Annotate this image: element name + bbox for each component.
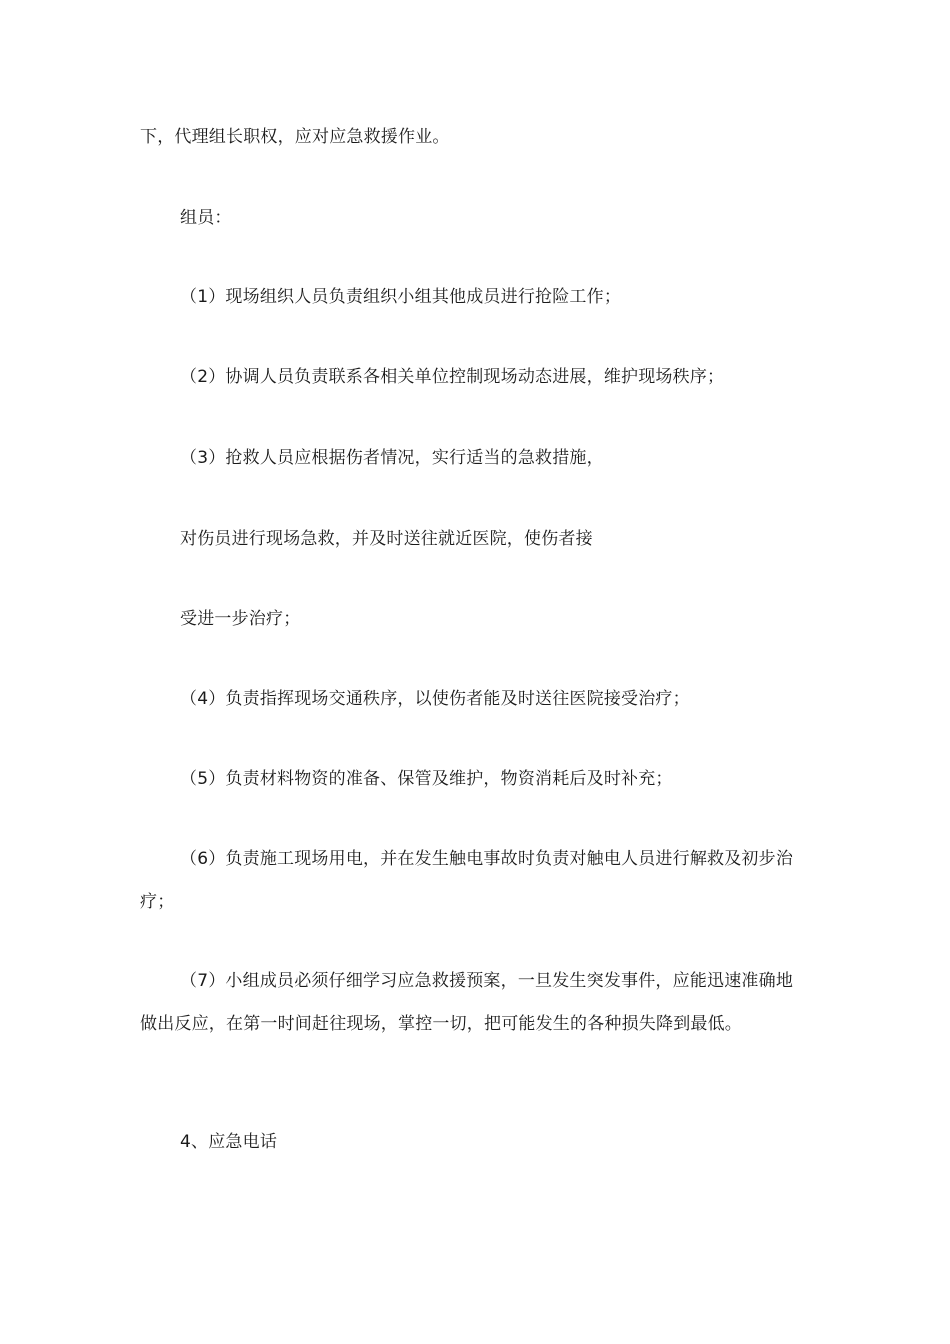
paragraph-item-5: （5）负责材料物资的准备、保管及维护，物资消耗后及时补充；: [180, 769, 673, 789]
paragraph-members-heading: 组员：: [180, 208, 232, 228]
paragraph-item-4: （4）负责指挥现场交通秩序，以使伤者能及时送往医院接受治疗；: [180, 689, 690, 709]
paragraph-item-3-line-2: 对伤员进行现场急救，并及时送往就近医院，使伤者接: [180, 529, 593, 549]
section-heading-emergency-phone: 4、应急电话: [180, 1132, 278, 1152]
paragraph-item-2: （2）协调人员负责联系各相关单位控制现场动态进展，维护现场秩序；: [180, 367, 725, 387]
paragraph-item-7: （7）小组成员必须仔细学习应急救援预案，一旦发生突发事件，应能迅速准确地做出反应，在第一时间赶往现场，掌控一切，把可能发生的各种损失降到最低。: [140, 971, 794, 1034]
paragraph-item-3: （3）抢救人员应根据伤者情况，实行适当的急救措施，: [180, 448, 604, 468]
paragraph-continuation: 下，代理组长职权，应对应急救援作业。: [140, 127, 450, 147]
paragraph-item-1: （1）现场组织人员负责组织小组其他成员进行抢险工作；: [180, 287, 622, 307]
paragraph-item-6: （6）负责施工现场用电，并在发生触电事故时负责对触电人员进行解救及初步治疗；: [140, 849, 794, 912]
paragraph-item-3-line-3: 受进一步治疗；: [180, 609, 301, 629]
